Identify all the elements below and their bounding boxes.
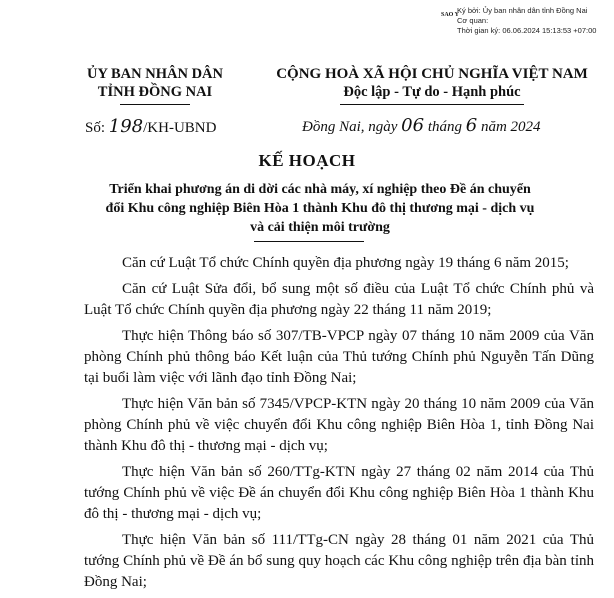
signature-organization: Cơ quan: <box>457 16 489 25</box>
handwritten-number: 198 <box>108 116 144 137</box>
document-date: Đồng Nai, ngày 06 tháng 6 năm 2024 <box>302 115 541 136</box>
national-title: CỘNG HOÀ XÃ HỘI CHỦ NGHĨA VIỆT NAM <box>276 66 588 82</box>
agency-name-line2: TỈNH ĐỒNG NAI <box>97 84 213 100</box>
signature-time: Thời gian ký: 06.06.2024 15:13:53 +07:00 <box>457 26 597 35</box>
national-motto: Độc lập - Tự do - Hạnh phúc <box>343 84 521 100</box>
paragraph: Căn cứ Luật Tổ chức Chính quyền địa phương ngày 19 tháng 6 năm 2015; <box>122 255 569 271</box>
paragraph: Thực hiện Thông báo số 307/TB-VPCP ngày 07 tháng 10 năm 2009 của Văn phòng Chính phủ thông báo Kết luận của Thủ tướng Chính phủ Nguyễn Tấn Dũng tại buổi làm việc với lãnh đạo tỉnh Đồng Nai; <box>84 328 594 386</box>
document-subtitle: Triển khai phương án di dời các nhà máy, xí nghiệp theo Đề án chuyển đổi Khu công nghiệp Biên Hòa 1 thành Khu đô thị thương mại - dịch vụ và cải thiện môi trường <box>105 182 535 235</box>
handwritten-day: 06 <box>401 115 425 136</box>
motto-underline <box>340 104 524 105</box>
document-body <box>84 253 594 598</box>
paragraph: Thực hiện Văn bản số 7345/VPCP-KTN ngày 20 tháng 10 năm 2009 của Văn phòng Chính phủ về việc chuyển đổi Khu công nghiệp Biên Hòa 1, tỉnh Đồng Nai thành Khu đô thị - thương mại - dịch vụ; <box>84 396 594 454</box>
paragraph: Căn cứ Luật Sửa đổi, bổ sung một số điều của Luật Tổ chức Chính phủ và Luật Tổ chức Chính quyền địa phương ngày 22 tháng 11 năm 2019; <box>84 281 594 318</box>
subtitle-underline <box>254 241 364 242</box>
paragraph: Thực hiện Văn bản số 111/TTg-CN ngày 28 tháng 01 năm 2021 của Thủ tướng Chính phủ về Đề án bổ sung quy hoạch các Khu công nghiệp trên địa bàn tỉnh Đồng Nai; <box>84 532 594 590</box>
agency-underline <box>120 104 190 105</box>
agency-name-line1: ỦY BAN NHÂN DÂN <box>86 66 223 82</box>
signature-signer: Ký bởi: Ủy ban nhân dân tỉnh Đồng Nai <box>457 6 588 15</box>
document-title: KẾ HOẠCH <box>258 151 356 170</box>
document-number: Số: 198/KH-UBND <box>85 116 217 137</box>
handwritten-month: 6 <box>465 115 478 136</box>
paragraph: Thực hiện Văn bản số 260/TTg-KTN ngày 27 tháng 02 năm 2014 của Thủ tướng Chính phủ về việc Đề án chuyển đổi Khu công nghiệp Biên Hòa 1 thành Khu đô thị - thương mại - dịch vụ; <box>84 464 594 522</box>
signature-tag: SAO Y <box>441 12 459 18</box>
